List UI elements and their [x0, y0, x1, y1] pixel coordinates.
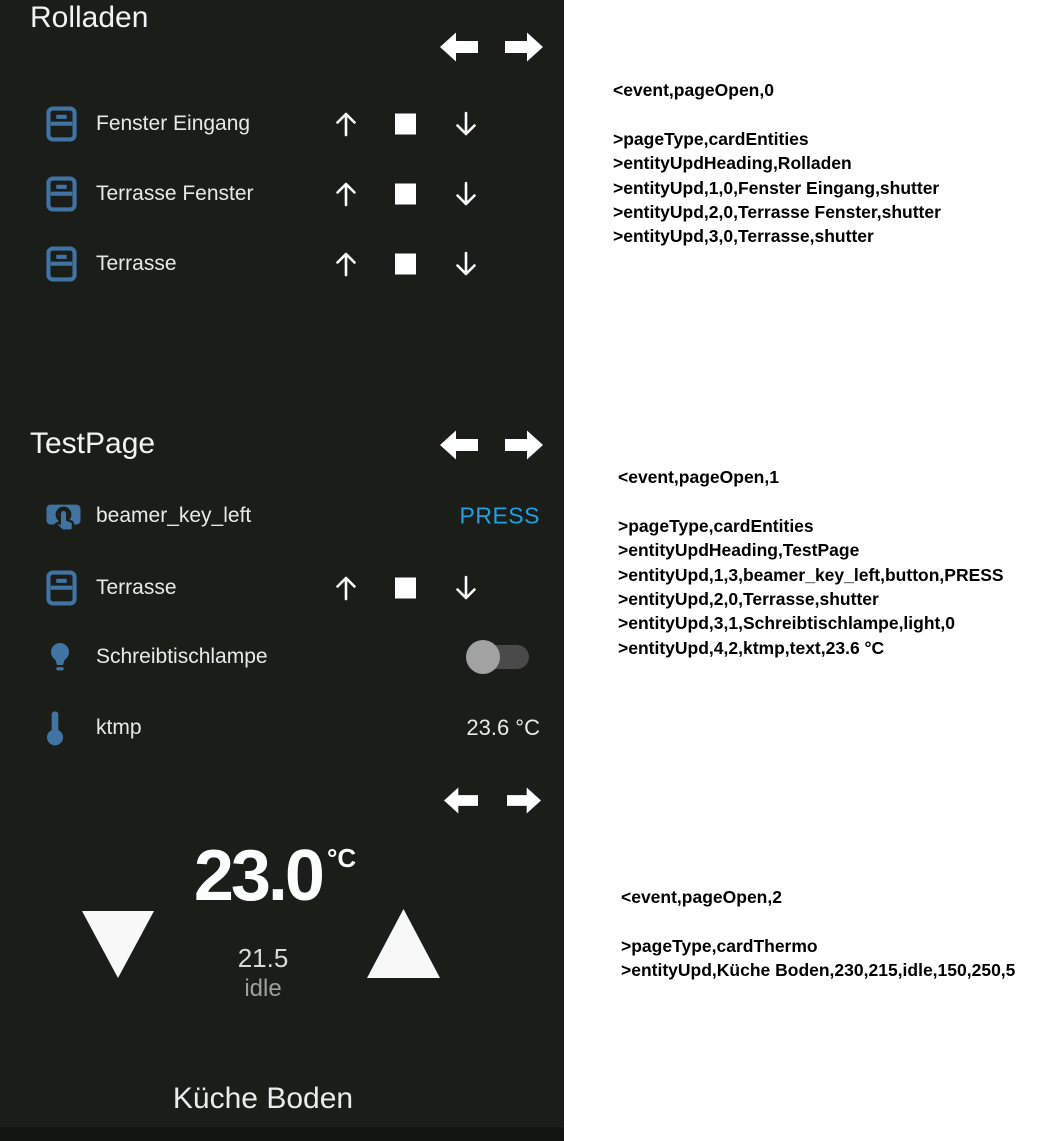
- next-page-button[interactable]: [507, 787, 541, 814]
- serial-line: >entityUpd,1,0,Fenster Eingang,shutter: [613, 177, 940, 198]
- serial-event-line: <event,pageOpen,1: [618, 467, 779, 487]
- shutter-up-button[interactable]: [331, 572, 361, 604]
- window-shutter-icon: [45, 176, 87, 212]
- entity-label: ktmp: [96, 716, 142, 739]
- toggle-knob: [466, 640, 500, 674]
- serial-line: >entityUpdHeading,TestPage: [618, 540, 860, 561]
- entity-label: Terrasse: [96, 576, 177, 599]
- card-rolladen: [0, 0, 564, 390]
- arrow-up-icon: [331, 178, 361, 210]
- shutter-down-button[interactable]: [451, 572, 481, 604]
- serial-line: >pageType,cardEntities: [613, 128, 809, 149]
- serial-log-pane: [564, 0, 1045, 1141]
- arrow-down-icon: [451, 572, 481, 604]
- prev-page-button[interactable]: [440, 32, 478, 62]
- entity-row: [0, 159, 564, 229]
- serial-line: >entityUpd,1,3,beamer_key_left,button,PRESS: [618, 564, 1004, 585]
- shutter-down-button[interactable]: [451, 108, 481, 140]
- gesture-tap-button-icon: [45, 499, 87, 533]
- window-shutter-icon: [45, 246, 87, 282]
- bottom-strip: [0, 1127, 564, 1141]
- serial-log-block: [621, 885, 1015, 983]
- shutter-stop-button[interactable]: [395, 114, 416, 135]
- prev-page-button[interactable]: [440, 430, 478, 460]
- entity-row: [0, 693, 564, 763]
- entity-label: Fenster Eingang: [96, 112, 251, 135]
- window-shutter-icon: [45, 106, 87, 142]
- entity-row: [0, 229, 564, 299]
- current-temperature: [0, 836, 550, 916]
- prev-page-button[interactable]: [444, 787, 478, 814]
- entity-row: [0, 481, 564, 551]
- entity-row: [0, 553, 564, 623]
- shutter-stop-button[interactable]: [395, 578, 416, 599]
- thermometer-icon: [45, 710, 87, 746]
- thermostat-title: Küche Boden: [172, 1082, 354, 1115]
- arrow-up-icon: [331, 572, 361, 604]
- temperature-value: 23.6 °C: [466, 715, 540, 740]
- serial-line: >entityUpd,Küche Boden,230,215,idle,150,250,5: [621, 960, 1016, 981]
- arrow-right-icon: [507, 802, 541, 817]
- serial-line: >entityUpd,3,0,Terrasse,shutter: [613, 226, 874, 247]
- serial-event-line: <event,pageOpen,0: [613, 80, 774, 100]
- shutter-up-button[interactable]: [331, 178, 361, 210]
- next-page-button[interactable]: [505, 430, 543, 460]
- serial-line: >entityUpd,2,0,Terrasse Fenster,shutter: [613, 202, 941, 223]
- arrow-left-icon: [440, 448, 478, 463]
- page-title: Rolladen: [30, 1, 149, 34]
- serial-line: >entityUpd,2,0,Terrasse,shutter: [618, 589, 879, 610]
- serial-log-block: [613, 78, 941, 249]
- serial-line: >entityUpd,4,2,ktmp,text,23.6 °C: [618, 637, 885, 658]
- serial-event-line: <event,pageOpen,2: [621, 887, 782, 907]
- serial-log-block: [618, 465, 1004, 660]
- current-temperature-value: 23.0: [193, 836, 322, 916]
- serial-line: >pageType,cardEntities: [618, 515, 814, 536]
- card-thermostat: [0, 770, 564, 1141]
- target-temperature: 21.5: [237, 943, 289, 973]
- entity-label: Terrasse Fenster: [96, 182, 254, 205]
- shutter-stop-button[interactable]: [395, 184, 416, 205]
- arrow-up-icon: [331, 108, 361, 140]
- light-toggle[interactable]: [467, 644, 529, 670]
- arrow-down-icon: [451, 108, 481, 140]
- shutter-down-button[interactable]: [451, 248, 481, 280]
- arrow-left-icon: [440, 50, 478, 65]
- serial-line: >entityUpdHeading,Rolladen: [613, 153, 852, 174]
- serial-line: >entityUpd,3,1,Schreibtischlampe,light,0: [618, 613, 955, 634]
- stop-square-icon: [395, 254, 416, 275]
- arrow-down-icon: [451, 248, 481, 280]
- arrow-right-icon: [505, 50, 543, 65]
- stop-square-icon: [395, 184, 416, 205]
- lightbulb-icon: [45, 640, 87, 674]
- shutter-down-button[interactable]: [451, 178, 481, 210]
- entity-label: Schreibtischlampe: [96, 645, 268, 668]
- entity-row: [0, 89, 564, 159]
- shutter-up-button[interactable]: [331, 248, 361, 280]
- stop-square-icon: [395, 114, 416, 135]
- entity-row: [0, 622, 564, 692]
- card-testpage: [0, 390, 564, 770]
- temperature-unit: °C: [326, 843, 357, 873]
- press-button[interactable]: PRESS: [459, 502, 540, 529]
- shutter-stop-button[interactable]: [395, 254, 416, 275]
- hvac-state: idle: [244, 975, 282, 1002]
- arrow-right-icon: [505, 448, 543, 463]
- arrow-up-icon: [331, 248, 361, 280]
- shutter-up-button[interactable]: [331, 108, 361, 140]
- entity-label: Terrasse: [96, 252, 177, 275]
- stop-square-icon: [395, 578, 416, 599]
- next-page-button[interactable]: [505, 32, 543, 62]
- arrow-down-icon: [451, 178, 481, 210]
- page-title: TestPage: [30, 427, 156, 460]
- window-shutter-icon: [45, 570, 87, 606]
- arrow-left-icon: [444, 802, 478, 817]
- serial-line: >pageType,cardThermo: [621, 935, 818, 956]
- entity-label: beamer_key_left: [96, 504, 252, 527]
